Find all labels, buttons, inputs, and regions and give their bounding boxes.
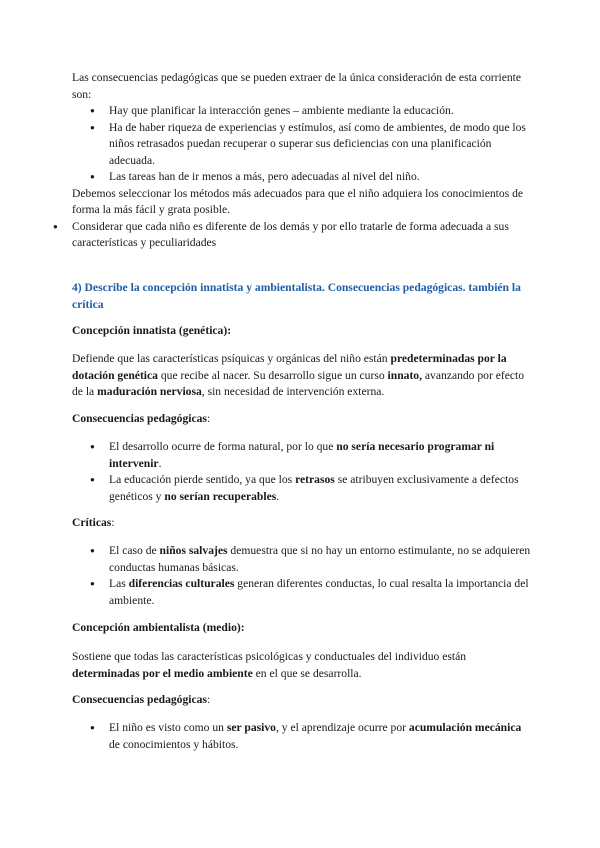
ambientalista-heading-block <box>72 620 532 637</box>
innatista-consecuencias-list <box>72 439 532 505</box>
list-item: ● Las tareas han de ir menos a más, pero adecuadas al nivel del niño. <box>72 169 532 186</box>
innatista-heading: Concepción innatista (genética): <box>72 324 232 337</box>
text-span-bold: retrasos <box>295 473 335 486</box>
list-item <box>72 576 532 609</box>
intro-bullet-list-2 <box>72 219 532 252</box>
criticas-list-block <box>72 543 532 609</box>
ambientalista-consecuencias-list <box>72 720 532 753</box>
text-span: generan diferentes conductas, lo cual resalta la importancia del ambiente. <box>109 577 529 607</box>
text-span-bold: maduración nerviosa <box>97 385 202 398</box>
text-span-bold: acumulación mecánica <box>408 721 522 734</box>
question-heading: 4) Describe la concepción innatista y ambientalista. Consecuencias pedagógicas. también la crítica <box>72 281 521 311</box>
text-span: . <box>158 456 162 470</box>
ambientalista-heading: Concepción ambientalista (medio): <box>72 621 245 634</box>
text-span-bold: Críticas <box>72 516 112 529</box>
text-span: , y el aprendizaje ocurre por <box>275 721 409 734</box>
text-span-bold: Consecuencias pedagógicas <box>72 693 207 706</box>
list-item: ● Ha de haber riqueza de experiencias y estímulos, así como de ambientes, de modo que los niños retrasados puedan recuperar o superar sus deficiencias con una planificación adecuada. <box>72 120 532 170</box>
criticas-block <box>72 515 532 532</box>
ambientalista-consecuencias-heading <box>72 692 532 709</box>
criticas-heading <box>72 515 532 532</box>
list-item <box>72 472 532 505</box>
text-span-bold: predeterminadas por la dotación genética <box>72 352 507 382</box>
text-span: : <box>206 412 211 425</box>
question-section <box>72 280 532 313</box>
text-span: , sin necesidad de intervención externa. <box>201 385 385 398</box>
text-span: avanzando por efecto de la <box>72 368 525 398</box>
innatista-consecuencias-block <box>72 411 532 428</box>
text-span: se atribuyen exclusivamente a defectos genéticos y <box>109 473 519 503</box>
innatista-heading-block <box>72 323 532 340</box>
methods-paragraph: Debemos seleccionar los métodos más adecuados para que el niño adquiera los conocimientos de forma la más fácil y grata posible. <box>72 186 524 216</box>
list-item <box>72 720 532 753</box>
text-span: demuestra que si no hay un entorno estimulante, no se adquieren conductas humanas básicas. <box>109 544 531 574</box>
innatista-consecuencias-list-block <box>72 439 532 505</box>
list-item-text: Considerar que cada niño es diferente de los demás y por ello tratarle de forma adecuada a sus características y peculiaridades <box>72 219 509 249</box>
text-span-bold: niños salvajes <box>159 544 228 557</box>
text-span: Defiende que las características psíquicas y orgánicas del niño están <box>72 352 391 365</box>
text-span-bold: no serían recuperables <box>164 489 277 503</box>
text-span-bold: determinadas por el medio ambiente <box>72 666 253 680</box>
ambientalista-paragraph <box>72 649 532 682</box>
text-span: que recibe al nacer. Su desarrollo sigue un curso <box>157 368 388 382</box>
text-span: El desarrollo ocurre de forma natural, por lo que <box>109 440 337 453</box>
text-span-bold: ser pasivo <box>226 721 276 734</box>
intro-paragraph: Las consecuencias pedagógicas que se pueden extraer de la única consideración de esta corriente son: <box>72 71 522 101</box>
text-span: : <box>206 693 211 706</box>
innatista-paragraph <box>72 351 532 401</box>
text-span: : <box>111 516 115 529</box>
text-span: El caso de <box>109 544 160 557</box>
list-item <box>35 219 532 252</box>
text-span-bold: innato, <box>387 368 423 382</box>
text-span-bold: diferencias culturales <box>128 577 235 590</box>
text-span: El niño es visto como un <box>109 721 227 734</box>
innatista-description <box>72 351 532 401</box>
text-span: . <box>276 489 280 503</box>
text-span: en el que se desarrolla. <box>252 666 362 680</box>
text-span: Las <box>109 577 129 590</box>
text-span: de conocimientos y hábitos. <box>109 737 239 751</box>
list-item <box>72 543 532 576</box>
innatista-consecuencias-heading <box>72 411 532 428</box>
intro-section <box>72 70 532 252</box>
ambientalista-consecuencias-block <box>72 692 532 709</box>
text-span: La educación pierde sentido, ya que los <box>109 473 296 486</box>
list-item <box>72 439 532 472</box>
text-span: Sostiene que todas las características psicológicas y conductuales del individuo están <box>72 650 467 663</box>
ambientalista-description <box>72 649 532 682</box>
ambientalista-consecuencias-list-block <box>72 720 532 753</box>
text-span-bold: Consecuencias pedagógicas <box>72 412 207 425</box>
intro-bullet-list <box>72 103 532 186</box>
criticas-list <box>72 543 532 609</box>
list-item: ● Hay que planificar la interacción genes – ambiente mediante la educación. <box>72 103 532 120</box>
text-span-bold: no sería necesario programar ni intervenir <box>109 440 495 470</box>
